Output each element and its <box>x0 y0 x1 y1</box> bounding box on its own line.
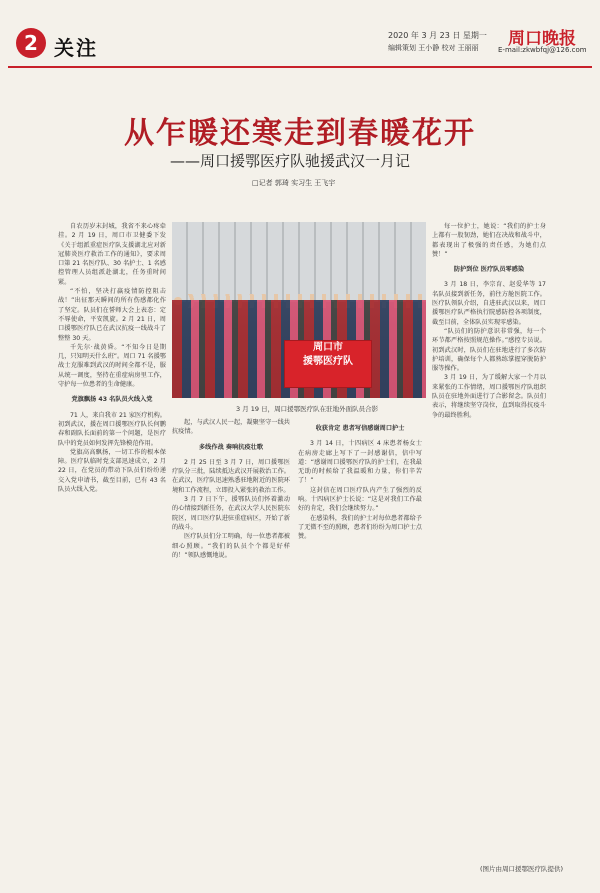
page-number: 2 <box>16 28 46 58</box>
paragraph: 自农历岁末封城，我省不来心疼牵挂。2 月 19 日，周口市卫健委下发《关于组派重症医疗队支援湖北应对新冠肺炎医疗救治工作的通知》，要求周口第 21 名医疗队、30 名护士、1 名感控管理人员组派赴湖北，任务重时间紧。 <box>58 223 166 286</box>
byline: □记者 郭琦 实习生 王飞宇 <box>252 179 336 187</box>
subheading: 多线作战 奏响抗疫壮歌 <box>198 443 264 451</box>
team-photo <box>172 222 426 398</box>
article-column-1 <box>58 222 166 842</box>
headline: 从乍暖还寒走到春暖花开 <box>124 116 476 151</box>
photo-caption: 3 月 19 日，周口援鄂医疗队在驻地外面队员合影 <box>236 405 379 413</box>
paragraph: “不怕，坚决打赢疫情防控阻击战！”出征那天瞬间的所有伤感都化作了坚定。队员们在誓师大会上表态：定不辱使命，平安凯旋。2 月 21 日，周口援鄂医疗队已在武汉抗疫一线战斗了整整 30 天。 <box>58 288 166 342</box>
contact-email: E-mail:zkwbfqj@126.com <box>498 46 587 54</box>
staff-credits: 编辑策划 王小静 校对 王丽丽 <box>388 44 479 52</box>
banner-line-1: 周口市 <box>313 342 343 353</box>
section-title: 关注 <box>54 36 98 60</box>
paragraph: 在感染科，我们的护士对每位患者都给予了无微不至的照顾，患者们纷纷为周口护士点赞。 <box>298 514 422 541</box>
subheading: 党旗飘扬 43 名队员火线入党 <box>71 396 153 404</box>
subheading: 收获肯定 患者写信感谢周口护士 <box>315 425 405 432</box>
paragraph: 3 月 7 日下午，援鄂队员们怀着激动的心情接到新任务，在武汉大学人民医院东院区，周口医疗队进驻重症病区，开始了新的战斗。 <box>172 496 290 531</box>
paragraph: 医疗队员们分工明确，每一位患者都被细心照顾。“我们的队员个个都是好样的！”领队感慨地说。 <box>172 533 290 559</box>
photo-credit: (图片由周口援鄂医疗队提供) <box>480 865 564 873</box>
masthead-logo: 周口晚报 <box>508 29 576 49</box>
banner-line-2: 援鄂医疗队 <box>303 356 353 367</box>
subheading: 防护到位 医疗队员零感染 <box>453 266 525 274</box>
paragraph: 起，与武汉人民一起，凝聚坚守一线共抗疫情。 <box>172 419 290 436</box>
paragraph: 3 月 14 日，十四病区 4 床患者杨女士在病房走廊上写下了一封感谢信，信中写道：“感谢周口援鄂医疗队的护士们，在我最无助的时候给了我温暖和力量，你们辛苦了！” <box>298 440 422 485</box>
article-column-2 <box>172 418 290 848</box>
paragraph: 71 人，来自我市 21 家医疗机构。初到武汉，援在周口援鄂医疗队长何鹏春和副队长面前的第一个问题，是医疗队中的党员如何发挥先锋模范作用。 <box>58 411 166 447</box>
paragraph: 这封信在周口医疗队内产生了强烈的反响。十四病区护士长说：“这是对我们工作最好的肯定，我们会继续努力。” <box>298 486 422 513</box>
team-banner <box>284 340 372 388</box>
header-divider <box>8 66 592 68</box>
paragraph: “队员们的防护意识非常强，每一个环节都严格按照规范操作。”感控专员说。初到武汉时，队员们在驻地进行了多次防护培训，确保每个人都熟练掌握穿脱防护服等操作。 <box>432 327 546 373</box>
page-header <box>8 22 592 68</box>
paragraph: 2 月 25 日至 3 月 7 日，周口援鄂医疗队分三批，陆续抵达武汉开展救治工作。在武汉，医疗队迅速熟悉驻地附近的医院环境和工作流程，立即投入紧张的救治工作。 <box>172 458 290 494</box>
article-column-3 <box>298 418 422 848</box>
subheadline: ——周口援鄂医疗队驰援武汉一月记 <box>170 152 411 170</box>
paragraph: 每一位护士，她说：“我们的护士身上都有一股韧劲，她们在决战和战斗中，都表现出了极强的责任感，为她们点赞！” <box>432 223 546 258</box>
issue-date: 2020 年 3 月 23 日 星期一 <box>388 31 487 40</box>
paragraph: 3 月 18 日，李宗育、赵爱华等 17 名队员接到新任务，前往方舱医院工作。医疗队领队介绍，自进驻武汉以来，周口援鄂医疗队严格执行院感防控各项制度，截至目前，全体队员实现零感染。 <box>432 281 546 326</box>
paragraph: 千先尔·战黄昏。“不知今日是期几，只知明天什么班”。周口 71 名援鄂战士克服难到武汉的时间全都不是，服从统一调度，坚持在重症病房里工作，守护每一位患者的生命健康。 <box>58 343 166 389</box>
article-column-4 <box>432 222 546 858</box>
building-background <box>172 222 426 302</box>
paragraph: 3 月 19 日，为了缓解大家一个月以来紧张的工作情绪，周口援鄂医疗队组织队员在驻地外面进行了合影留念。队员们表示，将继续坚守岗位，直到取得抗疫斗争的最终胜利。 <box>432 374 546 419</box>
paragraph: 党旗高高飘扬，一切工作的根本保障。医疗队临时党支部迅速成立，2 月 22 日，在党员的带动下队员们纷纷递交入党申请书，截至目前，已有 43 名队员火线入党。 <box>58 448 166 494</box>
